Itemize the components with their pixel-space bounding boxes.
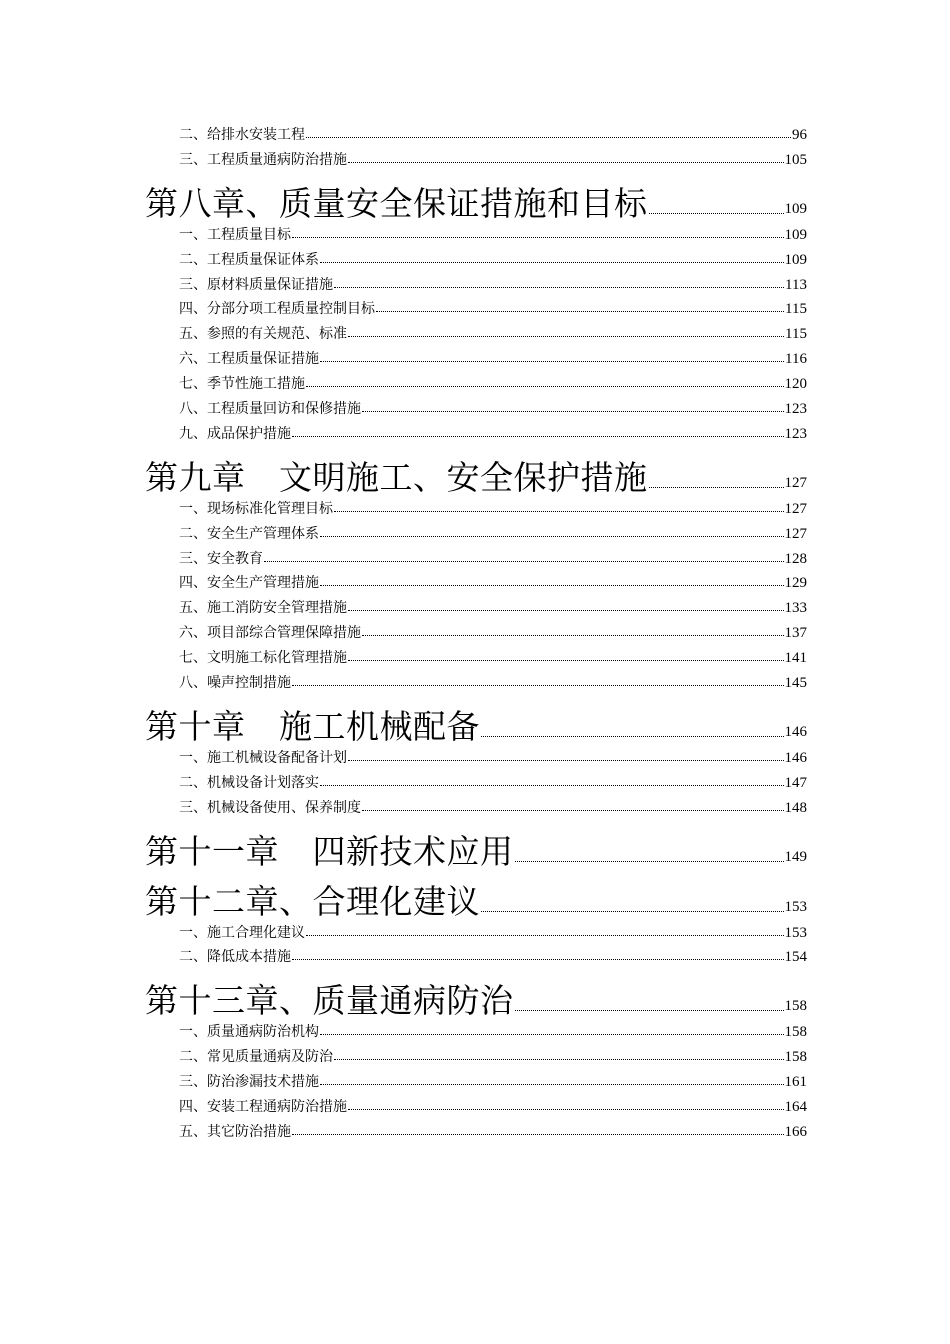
toc-page-number: 146 — [784, 723, 807, 740]
toc-entry-label: 七、文明施工标化管理措施 — [179, 650, 347, 667]
toc-page-number: 153 — [784, 924, 807, 941]
dot-leader — [292, 436, 784, 437]
toc-chapter-label: 第九章 文明施工、安全保护措施 — [145, 457, 648, 497]
toc-section-entry[interactable] — [145, 249, 807, 274]
toc-section-entry[interactable] — [145, 298, 807, 323]
toc-chapter-entry[interactable] — [145, 822, 807, 872]
toc-entry-label: 二、工程质量保证体系 — [179, 251, 319, 268]
dot-leader — [292, 685, 784, 686]
dot-leader — [320, 262, 784, 263]
toc-chapter-entry[interactable] — [145, 448, 807, 498]
toc-chapter-entry[interactable] — [145, 872, 807, 922]
toc-section-entry[interactable] — [145, 323, 807, 348]
table-of-contents — [145, 124, 807, 1146]
dot-leader — [320, 585, 784, 586]
toc-chapter-entry[interactable] — [145, 697, 807, 747]
toc-section-entry[interactable] — [145, 946, 807, 971]
dot-leader — [515, 1010, 784, 1011]
toc-entry-label: 五、其它防治措施 — [179, 1123, 291, 1140]
toc-entry-label: 三、防治渗漏技术措施 — [179, 1074, 319, 1091]
toc-page-number: 127 — [784, 474, 807, 491]
toc-entry-label: 三、工程质量通病防治措施 — [179, 151, 347, 168]
toc-page-number: 166 — [784, 1123, 807, 1140]
toc-entry-label: 二、机械设备计划落实 — [179, 774, 319, 791]
toc-page-number: 141 — [784, 650, 807, 667]
toc-page-number: 109 — [784, 226, 807, 243]
toc-section-entry[interactable] — [145, 572, 807, 597]
toc-section-entry[interactable] — [145, 274, 807, 299]
toc-section-entry[interactable] — [145, 622, 807, 647]
toc-section-entry[interactable] — [145, 1046, 807, 1071]
toc-entry-label: 六、工程质量保证措施 — [179, 351, 319, 368]
dot-leader — [515, 861, 784, 862]
toc-section-entry[interactable] — [145, 1021, 807, 1046]
toc-page-number: 127 — [784, 500, 807, 517]
toc-entry-label: 二、降低成本措施 — [179, 949, 291, 966]
dot-leader — [264, 561, 784, 562]
toc-section-entry[interactable] — [145, 1071, 807, 1096]
toc-entry-label: 二、安全生产管理体系 — [179, 525, 319, 542]
toc-section-entry[interactable] — [145, 1121, 807, 1146]
dot-leader — [348, 610, 784, 611]
toc-section-entry[interactable] — [145, 548, 807, 573]
dot-leader — [334, 511, 784, 512]
dot-leader — [348, 1109, 784, 1110]
dot-leader — [320, 361, 784, 362]
toc-entry-label: 一、现场标准化管理目标 — [179, 500, 333, 517]
toc-page-number: 145 — [784, 675, 807, 692]
toc-section-entry[interactable] — [145, 149, 807, 174]
toc-page-number: 129 — [784, 575, 807, 592]
toc-page-number: 158 — [784, 1024, 807, 1041]
toc-entry-label: 三、机械设备使用、保养制度 — [179, 799, 361, 816]
toc-chapter-entry[interactable] — [145, 971, 807, 1021]
toc-section-entry[interactable] — [145, 1096, 807, 1121]
toc-page-number: 137 — [784, 625, 807, 642]
toc-entry-label: 八、工程质量回访和保修措施 — [179, 401, 361, 418]
dot-leader — [348, 760, 784, 761]
dot-leader — [292, 959, 784, 960]
toc-section-entry[interactable] — [145, 423, 807, 448]
toc-entry-label: 四、安全生产管理措施 — [179, 575, 319, 592]
toc-entry-label: 三、原材料质量保证措施 — [179, 276, 333, 293]
toc-entry-label: 三、安全教育 — [179, 550, 263, 567]
toc-page-number: 133 — [784, 600, 807, 617]
toc-page-number: 153 — [784, 898, 807, 915]
toc-entry-label: 一、施工机械设备配备计划 — [179, 749, 347, 766]
dot-leader — [292, 1134, 784, 1135]
toc-section-entry[interactable] — [145, 124, 807, 149]
toc-page-number: 120 — [784, 376, 807, 393]
dot-leader — [649, 213, 784, 214]
toc-section-entry[interactable] — [145, 373, 807, 398]
dot-leader — [334, 287, 784, 288]
toc-page-number: 116 — [785, 351, 807, 368]
toc-entry-label: 六、项目部综合管理保障措施 — [179, 625, 361, 642]
toc-page-number: 164 — [784, 1099, 807, 1116]
toc-entry-label: 一、质量通病防治机构 — [179, 1024, 319, 1041]
dot-leader — [348, 336, 784, 337]
toc-page-number: 123 — [784, 401, 807, 418]
toc-entry-label: 二、给排水安装工程 — [179, 127, 305, 143]
toc-page-number: 109 — [784, 200, 807, 217]
toc-entry-label: 九、成品保护措施 — [179, 425, 291, 442]
toc-entry-label: 四、分部分项工程质量控制目标 — [179, 301, 375, 318]
toc-section-entry[interactable] — [145, 647, 807, 672]
toc-section-entry[interactable] — [145, 922, 807, 947]
toc-entry-label: 四、安装工程通病防治措施 — [179, 1099, 347, 1116]
dot-leader — [320, 1034, 784, 1035]
toc-page-number: 161 — [784, 1074, 807, 1091]
toc-section-entry[interactable] — [145, 348, 807, 373]
toc-entry-label: 七、季节性施工措施 — [179, 376, 305, 393]
toc-page-number: 115 — [785, 326, 807, 343]
toc-page-number: 148 — [784, 799, 807, 816]
dot-leader — [306, 935, 784, 936]
toc-chapter-label: 第十一章 四新技术应用 — [145, 831, 514, 871]
dot-leader — [320, 1084, 784, 1085]
toc-section-entry[interactable] — [145, 747, 807, 772]
toc-section-entry[interactable] — [145, 772, 807, 797]
toc-page-number: 113 — [785, 276, 807, 293]
toc-page-number: 146 — [784, 749, 807, 766]
toc-entry-label: 五、参照的有关规范、标准 — [179, 326, 347, 343]
toc-page-number: 158 — [784, 1049, 807, 1066]
dot-leader — [362, 810, 784, 811]
toc-section-entry[interactable] — [145, 224, 807, 249]
toc-entry-label: 一、施工合理化建议 — [179, 924, 305, 941]
dot-leader — [348, 162, 784, 163]
toc-page-number: 154 — [784, 949, 807, 966]
toc-chapter-label: 第十章 施工机械配备 — [145, 706, 480, 746]
toc-chapter-label: 第十三章、质量通病防治 — [145, 981, 514, 1021]
dot-leader — [481, 911, 784, 912]
dot-leader — [481, 736, 784, 737]
dot-leader — [306, 386, 784, 387]
toc-entry-label: 八、噪声控制措施 — [179, 675, 291, 692]
toc-entry-label: 一、工程质量目标 — [179, 226, 291, 243]
toc-page-number: 105 — [784, 151, 807, 168]
dot-leader — [292, 237, 784, 238]
toc-page-number: 128 — [784, 550, 807, 567]
dot-leader — [649, 487, 784, 488]
dot-leader — [362, 411, 784, 412]
toc-section-entry[interactable] — [145, 523, 807, 548]
toc-section-entry[interactable] — [145, 597, 807, 622]
toc-page-number: 149 — [784, 848, 807, 865]
toc-entry-label: 五、施工消防安全管理措施 — [179, 600, 347, 617]
toc-page-number: 123 — [784, 425, 807, 442]
toc-page-number: 96 — [792, 127, 807, 143]
toc-page-number: 115 — [785, 301, 807, 318]
dot-leader — [376, 311, 784, 312]
dot-leader — [320, 785, 784, 786]
dot-leader — [334, 1059, 784, 1060]
toc-chapter-label: 第十二章、合理化建议 — [145, 881, 480, 921]
toc-page-number: 127 — [784, 525, 807, 542]
toc-chapter-label: 第八章、质量安全保证措施和目标 — [145, 183, 648, 223]
toc-page-number: 109 — [784, 251, 807, 268]
toc-entry-label: 二、常见质量通病及防治 — [179, 1049, 333, 1066]
dot-leader — [348, 660, 784, 661]
toc-chapter-entry[interactable] — [145, 174, 807, 224]
toc-page-number: 147 — [784, 774, 807, 791]
dot-leader — [362, 635, 784, 636]
toc-section-entry[interactable] — [145, 672, 807, 697]
toc-section-entry[interactable] — [145, 498, 807, 523]
toc-page-number: 158 — [784, 998, 807, 1015]
toc-section-entry[interactable] — [145, 797, 807, 822]
dot-leader — [306, 137, 791, 138]
dot-leader — [320, 536, 784, 537]
toc-section-entry[interactable] — [145, 398, 807, 423]
